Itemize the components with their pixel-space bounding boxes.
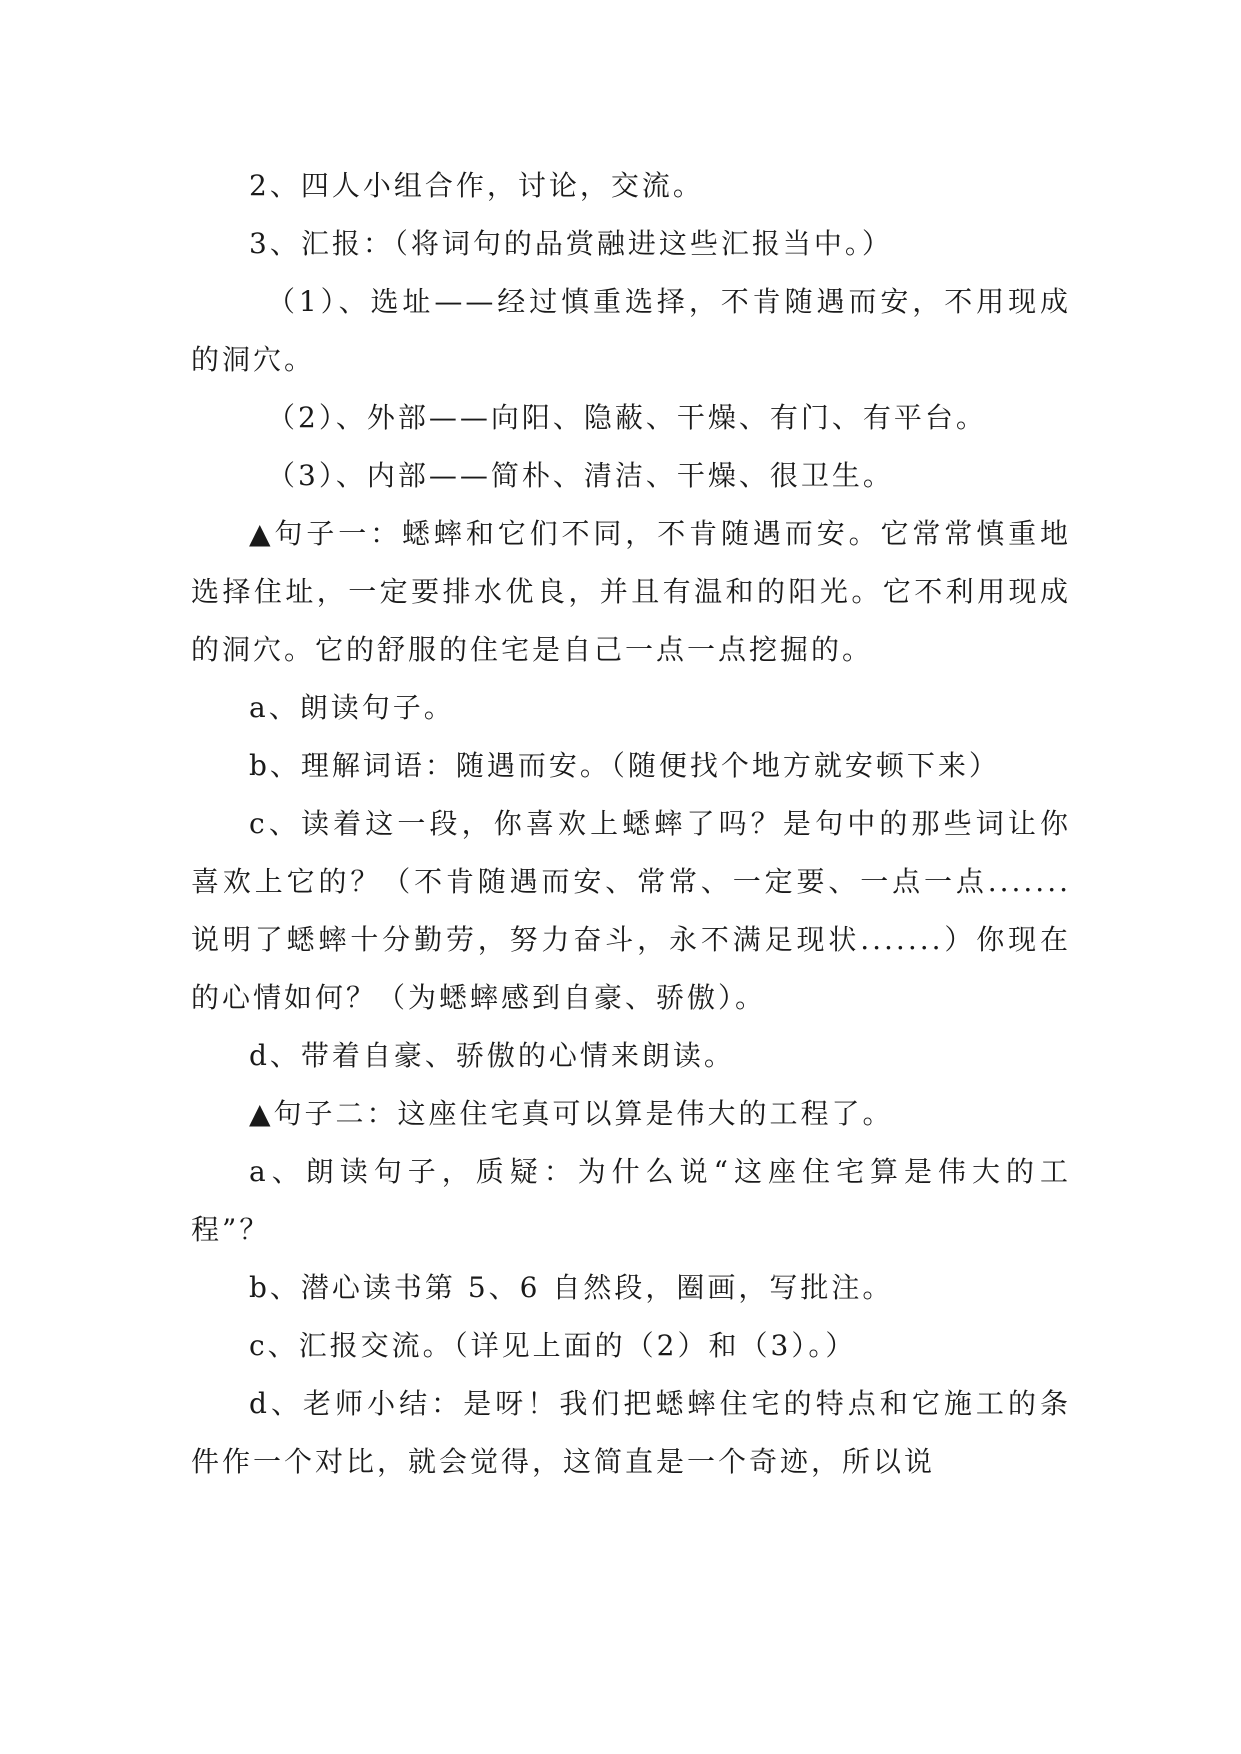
paragraph-sentence-two: ▲句子二：这座住宅真可以算是伟大的工程了。	[249, 1097, 894, 1130]
paragraph-reading-question: c、读着这一段，你喜欢上蟋蟀了吗？是句中的那些词让你喜欢上它的？（不肯随遇而安、常常、一定要、一点一点.......说明了蟋蟀十分勤劳，努力奋斗，永不满足现状.......）你现在的心情如何？（为蟋蟀感到自豪、骄傲）。	[191, 807, 1071, 1014]
paragraph-sentence-one: ▲句子一：蟋蟀和它们不同，不肯随遇而安。它常常慎重地选择住址，一定要排水优良，并且有温和的阳光。它不利用现成的洞穴。它的舒服的住宅是自己一点一点挖掘的。	[191, 517, 1071, 666]
paragraph-word-meaning: b、理解词语：随遇而安。（随便找个地方就安顿下来）	[249, 749, 1000, 782]
paragraph-read-aloud: a、朗读句子。	[249, 691, 455, 724]
paragraph-teacher-summary: d、老师小结：是呀！我们把蟋蟀住宅的特点和它施工的条件作一个对比，就会觉得，这简直是一个奇迹，所以说	[191, 1387, 1071, 1478]
paragraph-interior: （3）、内部——简朴、清洁、干燥、很卫生。	[267, 459, 894, 492]
paragraph-exterior: （2）、外部——向阳、隐蔽、干燥、有门、有平台。	[267, 401, 987, 434]
paragraph-site-selection: （1）、选址——经过慎重选择，不肯随遇而安，不用现成的洞穴。	[191, 285, 1071, 376]
paragraph-step-2: 2、四人小组合作，讨论，交流。	[249, 169, 704, 202]
paragraph-step-3: 3、汇报：（将词句的品赏融进这些汇报当中。）	[249, 227, 893, 260]
paragraph-question: a、朗读句子，质疑：为什么说“这座住宅算是伟大的工程”？	[191, 1155, 1071, 1246]
paragraph-report: c、汇报交流。（详见上面的（2）和（3）。）	[249, 1329, 857, 1362]
document-body	[191, 157, 1071, 1491]
paragraph-proud-reading: d、带着自豪、骄傲的心情来朗读。	[249, 1039, 735, 1072]
paragraph-careful-reading: b、潜心读书第 5、6 自然段，圈画，写批注。	[249, 1271, 894, 1304]
